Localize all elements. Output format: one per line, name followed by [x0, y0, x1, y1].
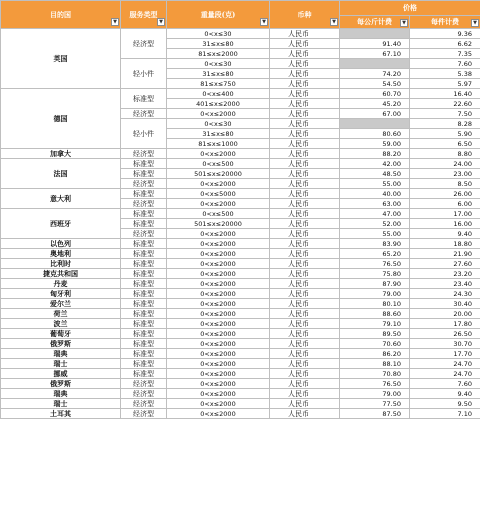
cell-country[interactable]: 葡萄牙 [1, 329, 121, 339]
cell-weight-range[interactable]: 0<x≤2000 [167, 269, 270, 279]
cell-weight-range[interactable]: 0<x≤2000 [167, 279, 270, 289]
cell-weight-range[interactable]: 0<x≤30 [167, 29, 270, 39]
cell-country[interactable]: 瑞士 [1, 359, 121, 369]
table-body [1, 29, 480, 419]
cell-price-per-item[interactable]: 26.50 [410, 329, 480, 339]
cell-price-per-item[interactable]: 17.80 [410, 319, 480, 329]
cell-price-per-kg[interactable] [340, 29, 410, 39]
cell-weight-range[interactable]: 0<x≤5000 [167, 189, 270, 199]
cell-service[interactable]: 经济型 [121, 149, 167, 159]
filter-dropdown-icon[interactable]: ▼ [260, 18, 268, 26]
cell-price-per-kg[interactable]: 76.50 [340, 259, 410, 269]
cell-service[interactable]: 标准型 [121, 339, 167, 349]
cell-currency[interactable]: 人民币 [270, 89, 340, 99]
cell-price-per-kg[interactable]: 60.70 [340, 89, 410, 99]
cell-price-per-kg[interactable]: 86.20 [340, 349, 410, 359]
table-row [1, 289, 480, 299]
cell-currency[interactable]: 人民币 [270, 99, 340, 109]
cell-price-per-item[interactable]: 9.40 [410, 389, 480, 399]
cell-weight-range[interactable]: 0<x≤2000 [167, 369, 270, 379]
cell-price-per-item[interactable]: 23.00 [410, 169, 480, 179]
cell-weight-range[interactable]: 0<x≤2000 [167, 409, 270, 419]
cell-currency[interactable]: 人民币 [270, 239, 340, 249]
table-row [1, 149, 480, 159]
cell-currency[interactable]: 人民币 [270, 309, 340, 319]
cell-weight-range[interactable]: 401≤x≤2000 [167, 99, 270, 109]
cell-currency[interactable]: 人民币 [270, 69, 340, 79]
cell-price-per-item[interactable]: 16.40 [410, 89, 480, 99]
cell-weight-range[interactable]: 0<x≤2000 [167, 249, 270, 259]
cell-price-per-kg[interactable]: 76.50 [340, 379, 410, 389]
cell-price-per-item[interactable]: 23.20 [410, 269, 480, 279]
header-country [1, 1, 121, 29]
cell-country[interactable]: 俄罗斯 [1, 379, 121, 389]
cell-weight-range[interactable]: 0<x≤500 [167, 159, 270, 169]
cell-currency[interactable]: 人民币 [270, 29, 340, 39]
table-row [1, 399, 480, 409]
cell-price-per-item[interactable]: 5.38 [410, 69, 480, 79]
cell-weight-range[interactable]: 31≤x≤80 [167, 69, 270, 79]
cell-currency[interactable]: 人民币 [270, 159, 340, 169]
cell-service[interactable]: 标准型 [121, 309, 167, 319]
cell-price-per-kg[interactable]: 83.90 [340, 239, 410, 249]
cell-country[interactable]: 德国 [1, 89, 121, 149]
cell-currency[interactable]: 人民币 [270, 349, 340, 359]
header-currency [270, 1, 340, 29]
cell-price-per-item[interactable]: 18.80 [410, 239, 480, 249]
cell-country[interactable]: 法国 [1, 159, 121, 189]
cell-weight-range[interactable]: 0<x≤2000 [167, 319, 270, 329]
cell-service[interactable]: 标准型 [121, 259, 167, 269]
cell-weight-range[interactable]: 0<x≤2000 [167, 289, 270, 299]
cell-weight-range[interactable]: 0<x≤500 [167, 209, 270, 219]
cell-price-per-item[interactable]: 24.70 [410, 359, 480, 369]
header-price-label: 价格 [403, 3, 417, 12]
cell-weight-range[interactable]: 0<x≤2000 [167, 389, 270, 399]
cell-price-per-item[interactable]: 30.40 [410, 299, 480, 309]
cell-price-per-kg[interactable]: 40.00 [340, 189, 410, 199]
cell-service[interactable]: 经济型 [121, 409, 167, 419]
header-price [340, 1, 480, 16]
cell-weight-range[interactable]: 0<x≤2000 [167, 149, 270, 159]
cell-weight-range[interactable]: 0<x≤2000 [167, 299, 270, 309]
cell-price-per-item[interactable]: 27.60 [410, 259, 480, 269]
cell-price-per-kg[interactable]: 45.20 [340, 99, 410, 109]
table-row [1, 279, 480, 289]
cell-price-per-item[interactable]: 30.70 [410, 339, 480, 349]
cell-price-per-kg[interactable]: 47.00 [340, 209, 410, 219]
cell-currency[interactable]: 人民币 [270, 179, 340, 189]
table-row [1, 249, 480, 259]
cell-service[interactable]: 标准型 [121, 289, 167, 299]
cell-price-per-kg[interactable]: 63.00 [340, 199, 410, 209]
cell-country[interactable]: 土耳其 [1, 409, 121, 419]
cell-weight-range[interactable]: 0<x≤2000 [167, 379, 270, 389]
cell-country[interactable]: 英国 [1, 29, 121, 89]
table-row [1, 189, 480, 199]
filter-dropdown-icon[interactable]: ▼ [330, 18, 338, 26]
cell-currency[interactable]: 人民币 [270, 389, 340, 399]
cell-price-per-item[interactable]: 6.50 [410, 139, 480, 149]
cell-country[interactable]: 奥地利 [1, 249, 121, 259]
cell-price-per-item[interactable]: 17.70 [410, 349, 480, 359]
cell-price-per-item[interactable]: 26.00 [410, 189, 480, 199]
cell-currency[interactable]: 人民币 [270, 129, 340, 139]
cell-country[interactable]: 比利时 [1, 259, 121, 269]
cell-price-per-kg[interactable]: 87.50 [340, 409, 410, 419]
header-country-label: 目的国 [50, 9, 71, 19]
cell-weight-range[interactable]: 0<x≤400 [167, 89, 270, 99]
cell-price-per-item[interactable]: 21.90 [410, 249, 480, 259]
cell-currency[interactable]: 人民币 [270, 399, 340, 409]
cell-currency[interactable]: 人民币 [270, 409, 340, 419]
cell-price-per-item[interactable]: 6.00 [410, 199, 480, 209]
cell-weight-range[interactable]: 0<x≤2000 [167, 259, 270, 269]
cell-country[interactable]: 捷克共和国 [1, 269, 121, 279]
cell-currency[interactable]: 人民币 [270, 149, 340, 159]
cell-country[interactable]: 瑞士 [1, 399, 121, 409]
cell-weight-range[interactable]: 0<x≤2000 [167, 359, 270, 369]
cell-currency[interactable]: 人民币 [270, 249, 340, 259]
cell-price-per-kg[interactable]: 79.10 [340, 319, 410, 329]
cell-service[interactable]: 经济型 [121, 379, 167, 389]
cell-service[interactable]: 经济型 [121, 389, 167, 399]
cell-weight-range[interactable]: 0<x≤2000 [167, 349, 270, 359]
cell-service[interactable]: 标准型 [121, 159, 167, 169]
header-service [121, 1, 167, 29]
cell-currency[interactable]: 人民币 [270, 119, 340, 129]
cell-price-per-item[interactable]: 7.35 [410, 49, 480, 59]
cell-service[interactable]: 标准型 [121, 209, 167, 219]
cell-currency[interactable]: 人民币 [270, 169, 340, 179]
cell-country[interactable]: 荷兰 [1, 309, 121, 319]
cell-service[interactable]: 标准型 [121, 359, 167, 369]
cell-country[interactable]: 瑞典 [1, 349, 121, 359]
table-row [1, 409, 480, 419]
cell-price-per-item[interactable]: 7.60 [410, 59, 480, 69]
cell-price-per-kg[interactable]: 79.00 [340, 289, 410, 299]
cell-price-per-item[interactable]: 23.40 [410, 279, 480, 289]
table-row [1, 239, 480, 249]
cell-price-per-item[interactable]: 7.60 [410, 379, 480, 389]
cell-price-per-kg[interactable]: 52.00 [340, 219, 410, 229]
cell-service[interactable]: 经济型 [121, 229, 167, 239]
cell-price-per-kg[interactable]: 74.20 [340, 69, 410, 79]
cell-service[interactable]: 经济型 [121, 29, 167, 59]
cell-service[interactable]: 标准型 [121, 169, 167, 179]
cell-weight-range[interactable]: 0<x≤2000 [167, 309, 270, 319]
cell-currency[interactable]: 人民币 [270, 279, 340, 289]
cell-weight-range[interactable]: 0<x≤2000 [167, 339, 270, 349]
cell-price-per-item[interactable]: 17.00 [410, 209, 480, 219]
cell-currency[interactable]: 人民币 [270, 199, 340, 209]
cell-weight-range[interactable]: 81≤x≤1000 [167, 139, 270, 149]
cell-currency[interactable]: 人民币 [270, 49, 340, 59]
table-row [1, 379, 480, 389]
cell-currency[interactable]: 人民币 [270, 319, 340, 329]
cell-service[interactable]: 标准型 [121, 279, 167, 289]
cell-price-per-item[interactable]: 5.90 [410, 129, 480, 139]
cell-price-per-kg[interactable]: 79.00 [340, 389, 410, 399]
cell-currency[interactable]: 人民币 [270, 209, 340, 219]
cell-service[interactable]: 经济型 [121, 399, 167, 409]
cell-price-per-kg[interactable]: 42.00 [340, 159, 410, 169]
cell-price-per-item[interactable]: 22.60 [410, 99, 480, 109]
cell-price-per-item[interactable]: 24.30 [410, 289, 480, 299]
cell-price-per-kg[interactable]: 87.90 [340, 279, 410, 289]
cell-price-per-kg[interactable]: 55.00 [340, 229, 410, 239]
cell-weight-range[interactable]: 31≤x≤80 [167, 39, 270, 49]
cell-weight-range[interactable]: 0<x≤2000 [167, 229, 270, 239]
cell-country[interactable]: 匈牙利 [1, 289, 121, 299]
cell-currency[interactable]: 人民币 [270, 329, 340, 339]
cell-country[interactable]: 加拿大 [1, 149, 121, 159]
cell-currency[interactable]: 人民币 [270, 189, 340, 199]
filter-dropdown-icon[interactable]: ▼ [400, 19, 408, 27]
cell-price-per-item[interactable]: 7.50 [410, 109, 480, 119]
cell-price-per-kg[interactable]: 77.50 [340, 399, 410, 409]
cell-currency[interactable]: 人民币 [270, 359, 340, 369]
cell-country[interactable]: 挪威 [1, 369, 121, 379]
cell-service[interactable]: 标准型 [121, 369, 167, 379]
cell-price-per-kg[interactable]: 89.50 [340, 329, 410, 339]
cell-currency[interactable]: 人民币 [270, 109, 340, 119]
table-row [1, 329, 480, 339]
cell-service[interactable]: 轻小件 [121, 59, 167, 89]
cell-currency[interactable]: 人民币 [270, 219, 340, 229]
cell-price-per-item[interactable]: 8.80 [410, 149, 480, 159]
cell-service[interactable]: 经济型 [121, 109, 167, 119]
cell-price-per-item[interactable]: 9.36 [410, 29, 480, 39]
header-weight-label: 重量段(克) [200, 9, 236, 19]
cell-price-per-kg[interactable]: 91.40 [340, 39, 410, 49]
cell-weight-range[interactable]: 0<x≤2000 [167, 399, 270, 409]
cell-currency[interactable]: 人民币 [270, 299, 340, 309]
cell-price-per-kg[interactable]: 70.80 [340, 369, 410, 379]
cell-weight-range[interactable]: 0<x≤30 [167, 59, 270, 69]
cell-price-per-item[interactable]: 9.40 [410, 229, 480, 239]
table-row [1, 349, 480, 359]
cell-service[interactable]: 标准型 [121, 269, 167, 279]
cell-price-per-kg[interactable]: 54.50 [340, 79, 410, 89]
table-row [1, 389, 480, 399]
cell-price-per-kg[interactable]: 67.10 [340, 49, 410, 59]
cell-price-per-item[interactable]: 24.00 [410, 159, 480, 169]
cell-price-per-item[interactable]: 20.00 [410, 309, 480, 319]
cell-currency[interactable]: 人民币 [270, 259, 340, 269]
table-row [1, 339, 480, 349]
cell-service[interactable]: 经济型 [121, 199, 167, 209]
cell-service[interactable]: 标准型 [121, 319, 167, 329]
cell-currency[interactable]: 人民币 [270, 379, 340, 389]
filter-dropdown-icon[interactable]: ▼ [157, 18, 165, 26]
cell-price-per-item[interactable]: 8.50 [410, 179, 480, 189]
cell-price-per-kg[interactable]: 65.20 [340, 249, 410, 259]
cell-weight-range[interactable]: 0<x≤2000 [167, 239, 270, 249]
cell-currency[interactable]: 人民币 [270, 269, 340, 279]
cell-price-per-kg[interactable]: 70.60 [340, 339, 410, 349]
table-row [1, 89, 480, 99]
cell-country[interactable]: 丹麦 [1, 279, 121, 289]
cell-weight-range[interactable]: 0<x≤2000 [167, 179, 270, 189]
header-per-kg [340, 16, 410, 29]
cell-price-per-kg[interactable]: 48.50 [340, 169, 410, 179]
cell-price-per-kg[interactable]: 80.60 [340, 129, 410, 139]
table-row [1, 159, 480, 169]
header-per-item [410, 16, 480, 29]
cell-country[interactable]: 瑞典 [1, 389, 121, 399]
cell-price-per-item[interactable]: 16.00 [410, 219, 480, 229]
table-row [1, 29, 480, 39]
cell-weight-range[interactable]: 81≤x≤750 [167, 79, 270, 89]
cell-currency[interactable]: 人民币 [270, 139, 340, 149]
cell-price-per-kg[interactable]: 88.10 [340, 359, 410, 369]
cell-currency[interactable]: 人民币 [270, 289, 340, 299]
table-header [1, 1, 480, 29]
cell-price-per-kg[interactable]: 88.20 [340, 149, 410, 159]
header-currency-label: 币种 [297, 9, 312, 19]
cell-country[interactable]: 意大利 [1, 189, 121, 209]
header-per-kg-label: 每公斤计费 [357, 17, 392, 26]
cell-country[interactable]: 西班牙 [1, 209, 121, 239]
cell-currency[interactable]: 人民币 [270, 79, 340, 89]
cell-service[interactable]: 标准型 [121, 89, 167, 109]
table-row [1, 369, 480, 379]
cell-price-per-item[interactable]: 5.97 [410, 79, 480, 89]
cell-weight-range[interactable]: 0<x≤30 [167, 119, 270, 129]
table-row [1, 209, 480, 219]
cell-service[interactable]: 标准型 [121, 349, 167, 359]
cell-price-per-kg[interactable] [340, 59, 410, 69]
cell-price-per-kg[interactable]: 80.10 [340, 299, 410, 309]
cell-currency[interactable]: 人民币 [270, 59, 340, 69]
cell-country[interactable]: 俄罗斯 [1, 339, 121, 349]
cell-price-per-kg[interactable]: 67.00 [340, 109, 410, 119]
cell-price-per-kg[interactable]: 55.00 [340, 179, 410, 189]
cell-service[interactable]: 标准型 [121, 299, 167, 309]
cell-country[interactable]: 波兰 [1, 319, 121, 329]
cell-weight-range[interactable]: 501≤x≤20000 [167, 169, 270, 179]
cell-weight-range[interactable]: 81≤x≤2000 [167, 49, 270, 59]
cell-price-per-kg[interactable]: 59.00 [340, 139, 410, 149]
cell-service[interactable]: 标准型 [121, 239, 167, 249]
cell-currency[interactable]: 人民币 [270, 39, 340, 49]
cell-service[interactable]: 标准型 [121, 219, 167, 229]
table-row [1, 309, 480, 319]
cell-currency[interactable]: 人民币 [270, 369, 340, 379]
table-row [1, 359, 480, 369]
cell-price-per-item[interactable]: 24.70 [410, 369, 480, 379]
cell-price-per-kg[interactable]: 88.60 [340, 309, 410, 319]
table-row [1, 299, 480, 309]
cell-weight-range[interactable]: 501≤x≤20000 [167, 219, 270, 229]
cell-price-per-kg[interactable]: 75.80 [340, 269, 410, 279]
cell-price-per-item[interactable]: 7.10 [410, 409, 480, 419]
cell-price-per-item[interactable]: 9.50 [410, 399, 480, 409]
cell-currency[interactable]: 人民币 [270, 339, 340, 349]
cell-price-per-item[interactable]: 8.28 [410, 119, 480, 129]
filter-dropdown-icon[interactable]: ▼ [471, 19, 479, 27]
cell-service[interactable]: 标准型 [121, 329, 167, 339]
header-per-item-label: 每件计费 [431, 17, 459, 26]
cell-service[interactable]: 经济型 [121, 179, 167, 189]
cell-country[interactable]: 以色列 [1, 239, 121, 249]
cell-service[interactable]: 标准型 [121, 249, 167, 259]
cell-weight-range[interactable]: 0<x≤2000 [167, 329, 270, 339]
cell-weight-range[interactable]: 0<x≤2000 [167, 199, 270, 209]
cell-currency[interactable]: 人民币 [270, 229, 340, 239]
table-row [1, 259, 480, 269]
table-row [1, 269, 480, 279]
cell-weight-range[interactable]: 0<x≤2000 [167, 109, 270, 119]
cell-weight-range[interactable]: 31≤x≤80 [167, 129, 270, 139]
cell-price-per-item[interactable]: 6.62 [410, 39, 480, 49]
header-weight [167, 1, 270, 29]
header-service-label: 服务类型 [129, 9, 158, 19]
cell-service[interactable]: 标准型 [121, 189, 167, 199]
table-row [1, 319, 480, 329]
cell-country[interactable]: 爱尔兰 [1, 299, 121, 309]
cell-price-per-kg[interactable] [340, 119, 410, 129]
cell-service[interactable]: 轻小件 [121, 119, 167, 149]
filter-dropdown-icon[interactable]: ▼ [111, 18, 119, 26]
